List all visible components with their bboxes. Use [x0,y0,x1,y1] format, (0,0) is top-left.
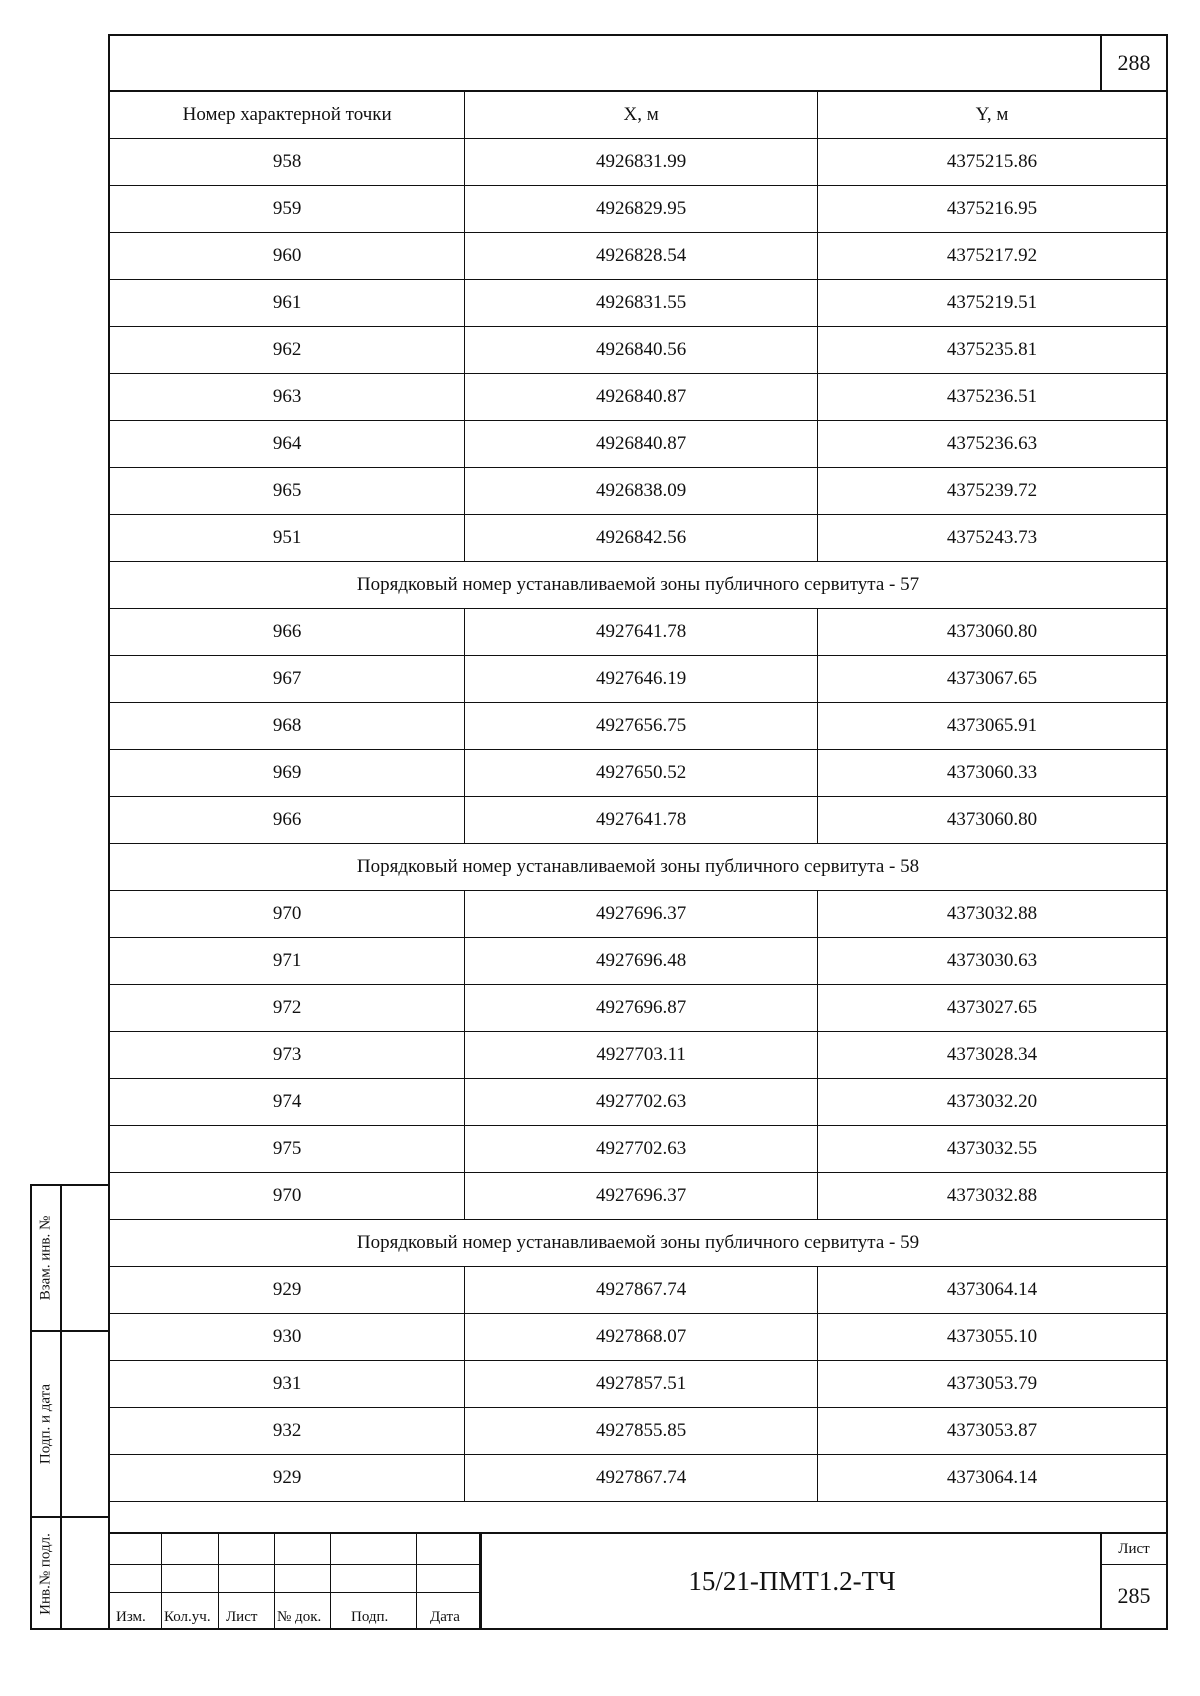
table-row [110,703,1166,750]
side-cell-vzam [32,1186,108,1332]
point-number: 951 [110,515,465,562]
x-coordinate: 4927867.74 [465,1455,818,1502]
y-coordinate: 4373067.65 [818,656,1166,703]
table-row [110,797,1166,844]
table-row [110,515,1166,562]
y-coordinate: 4375219.51 [818,280,1166,327]
table-header-row [110,91,1166,139]
y-coordinate: 4373064.14 [818,1267,1166,1314]
table-row [110,656,1166,703]
table-row [110,374,1166,421]
sheet-label: Лист [1102,1534,1166,1565]
x-coordinate: 4927696.87 [465,985,818,1032]
title-block [110,1532,1166,1628]
table-row [110,1126,1166,1173]
y-coordinate: 4373053.87 [818,1408,1166,1455]
y-coordinate: 4375235.81 [818,327,1166,374]
x-coordinate: 4927646.19 [465,656,818,703]
document-code: 15/21-ПМТ1.2-ТЧ [480,1534,1102,1628]
section-row [110,562,1166,609]
header-x: X, м [465,91,818,139]
point-number: 970 [110,891,465,938]
section-title: Порядковый номер устанавливаемой зоны публичного сервитута - 58 [110,844,1166,891]
y-coordinate: 4375216.95 [818,186,1166,233]
tb-header-kol: Кол.уч. [164,1609,211,1625]
point-number: 969 [110,750,465,797]
table-row [110,139,1166,186]
y-coordinate: 4373032.55 [818,1126,1166,1173]
point-number: 960 [110,233,465,280]
tb-header-data: Дата [430,1609,460,1625]
x-coordinate: 4926840.87 [465,421,818,468]
tb-header-list: Лист [226,1609,258,1625]
point-number: 929 [110,1455,465,1502]
y-coordinate: 4373060.80 [818,797,1166,844]
point-number: 966 [110,609,465,656]
x-coordinate: 4927696.37 [465,1173,818,1220]
sheet-number: 285 [1117,1583,1151,1608]
table-row [110,1408,1166,1455]
point-number: 975 [110,1126,465,1173]
table-row [110,1079,1166,1126]
y-coordinate: 4373055.10 [818,1314,1166,1361]
y-coordinate: 4375215.86 [818,139,1166,186]
table-row [110,233,1166,280]
tb-header-podp: Подп. [351,1609,389,1625]
x-coordinate: 4926829.95 [465,186,818,233]
x-coordinate: 4926842.56 [465,515,818,562]
table-row [110,186,1166,233]
table-row [110,327,1166,374]
side-label-inv: Инв.№ подл. [37,1533,54,1615]
y-coordinate: 4373053.79 [818,1361,1166,1408]
point-number: 973 [110,1032,465,1079]
y-coordinate: 4373064.14 [818,1455,1166,1502]
point-number: 970 [110,1173,465,1220]
x-coordinate: 4927696.48 [465,938,818,985]
x-coordinate: 4927641.78 [465,797,818,844]
table-row [110,1314,1166,1361]
sheet-box [1100,1534,1166,1628]
point-number: 929 [110,1267,465,1314]
y-coordinate: 4373065.91 [818,703,1166,750]
y-coordinate: 4373060.33 [818,750,1166,797]
table-row [110,1361,1166,1408]
section-row [110,844,1166,891]
table-row [110,891,1166,938]
x-coordinate: 4927867.74 [465,1267,818,1314]
table-row [110,280,1166,327]
y-coordinate: 4375236.51 [818,374,1166,421]
side-stamp [30,1184,108,1630]
x-coordinate: 4927702.63 [465,1079,818,1126]
x-coordinate: 4926840.56 [465,327,818,374]
table-row [110,609,1166,656]
y-coordinate: 4373027.65 [818,985,1166,1032]
point-number: 967 [110,656,465,703]
point-number: 966 [110,797,465,844]
table-body [110,139,1166,1502]
table-row [110,938,1166,985]
x-coordinate: 4927656.75 [465,703,818,750]
x-coordinate: 4927868.07 [465,1314,818,1361]
point-number: 974 [110,1079,465,1126]
y-coordinate: 4375217.92 [818,233,1166,280]
table-row [110,1173,1166,1220]
point-number: 964 [110,421,465,468]
y-coordinate: 4373060.80 [818,609,1166,656]
table-row [110,1455,1166,1502]
title-block-grid [110,1534,480,1628]
y-coordinate: 4373032.20 [818,1079,1166,1126]
side-cell-podp [32,1332,108,1518]
y-coordinate: 4375236.63 [818,421,1166,468]
table-row [110,750,1166,797]
x-coordinate: 4927703.11 [465,1032,818,1079]
y-coordinate: 4373030.63 [818,938,1166,985]
point-number: 930 [110,1314,465,1361]
table-row [110,468,1166,515]
x-coordinate: 4926840.87 [465,374,818,421]
section-title: Порядковый номер устанавливаемой зоны публичного сервитута - 57 [110,562,1166,609]
table-row [110,985,1166,1032]
x-coordinate: 4927702.63 [465,1126,818,1173]
tb-header-ndok: № док. [277,1609,322,1625]
point-number: 962 [110,327,465,374]
y-coordinate: 4375239.72 [818,468,1166,515]
coordinates-table [110,90,1166,1502]
page-number: 288 [1100,36,1166,92]
header-point-number: Номер характерной точки [110,91,465,139]
point-number: 931 [110,1361,465,1408]
point-number: 972 [110,985,465,1032]
point-number: 965 [110,468,465,515]
table-row [110,1267,1166,1314]
x-coordinate: 4927855.85 [465,1408,818,1455]
x-coordinate: 4926828.54 [465,233,818,280]
x-coordinate: 4927650.52 [465,750,818,797]
y-coordinate: 4373028.34 [818,1032,1166,1079]
side-label-podp: Подп. и дата [37,1383,54,1465]
y-coordinate: 4373032.88 [818,1173,1166,1220]
point-number: 958 [110,139,465,186]
y-coordinate: 4375243.73 [818,515,1166,562]
point-number: 959 [110,186,465,233]
header-y: Y, м [818,91,1166,139]
point-number: 971 [110,938,465,985]
point-number: 932 [110,1408,465,1455]
point-number: 963 [110,374,465,421]
point-number: 968 [110,703,465,750]
x-coordinate: 4926838.09 [465,468,818,515]
x-coordinate: 4926831.99 [465,139,818,186]
x-coordinate: 4926831.55 [465,280,818,327]
section-title: Порядковый номер устанавливаемой зоны публичного сервитута - 59 [110,1220,1166,1267]
table-row [110,1032,1166,1079]
y-coordinate: 4373032.88 [818,891,1166,938]
side-cell-inv [32,1518,108,1630]
point-number: 961 [110,280,465,327]
section-row [110,1220,1166,1267]
table-row [110,421,1166,468]
document-frame [108,34,1168,1630]
x-coordinate: 4927641.78 [465,609,818,656]
x-coordinate: 4927696.37 [465,891,818,938]
side-label-vzam: Взам. инв. № [37,1215,54,1301]
x-coordinate: 4927857.51 [465,1361,818,1408]
tb-header-izm: Изм. [116,1609,146,1625]
